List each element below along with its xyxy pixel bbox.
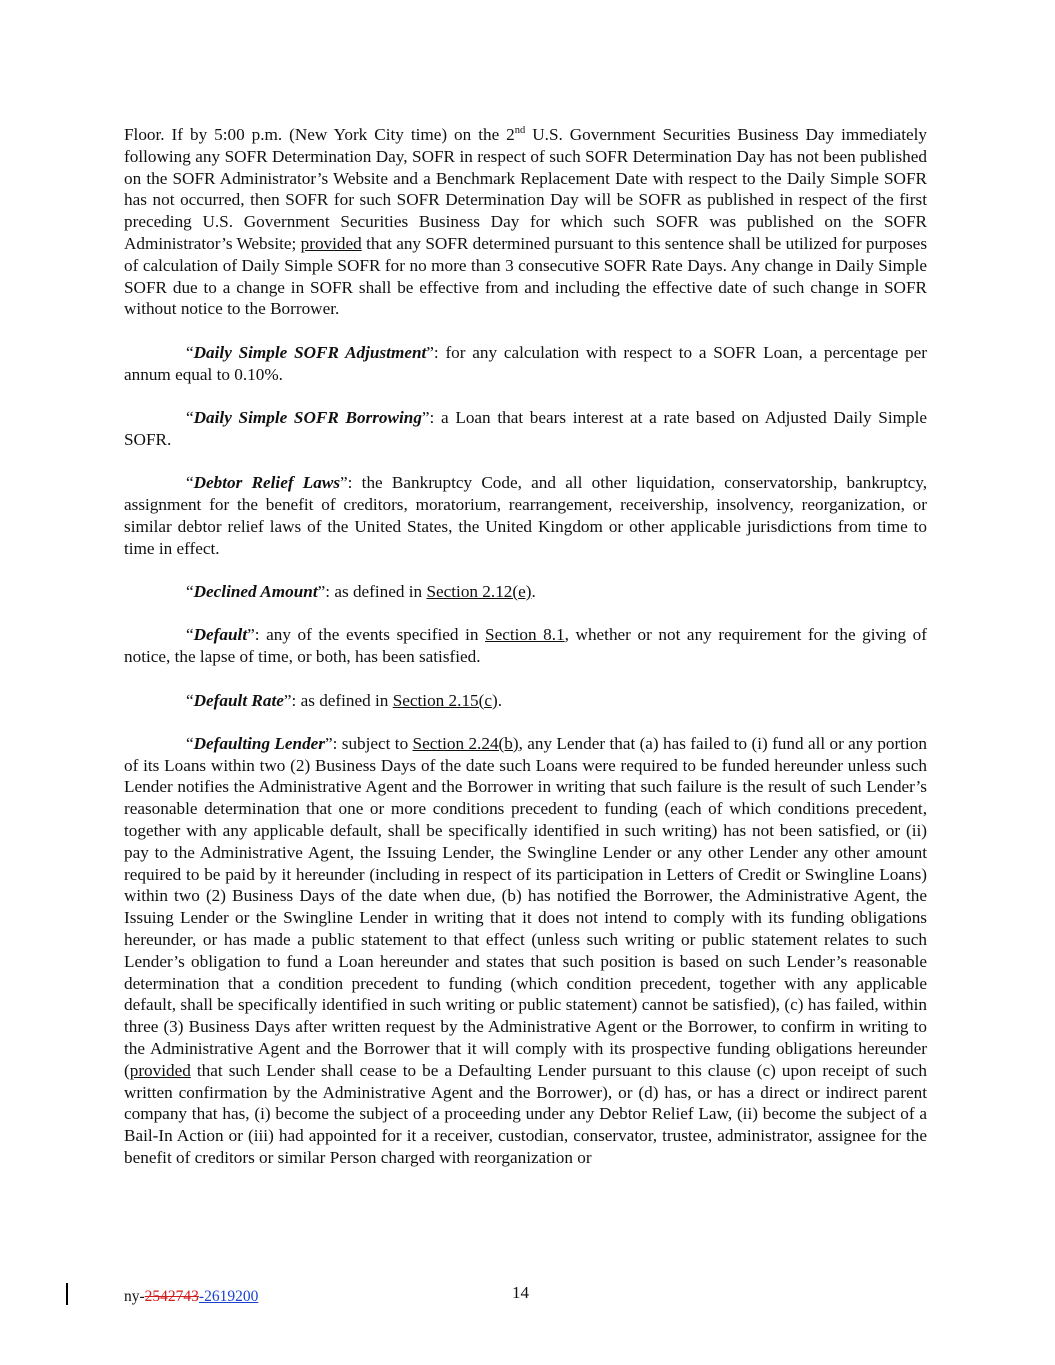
provided-underlined: provided bbox=[129, 1060, 191, 1080]
definition-default bbox=[124, 624, 927, 668]
definition-daily-simple-sofr-borrowing bbox=[124, 407, 927, 451]
definition-text: ”: as defined in bbox=[317, 581, 427, 601]
definition-text: , whether or not any requirement for the giving of notice, the lapse of time, or both, has been satisfied. bbox=[124, 625, 927, 667]
document-id-prefix: ny- bbox=[124, 1288, 145, 1305]
defined-term: Defaulting Lender bbox=[193, 733, 325, 753]
superscript: nd bbox=[514, 125, 526, 136]
definition-text: ”: a Loan that bears interest at a rate based on Adjusted Daily Simple SOFR. bbox=[124, 407, 927, 449]
definition-declined-amount bbox=[124, 581, 927, 603]
section-reference: Section 2.12(e) bbox=[426, 581, 532, 601]
section-reference: Section 2.15(c) bbox=[392, 690, 498, 710]
definition-text: ”: the Bankruptcy Code, and all other liquidation, conservatorship, bankruptcy, assignment for the benefit of creditors, moratorium, rearrangement, receivership, insolvency, reorganization, or similar debtor relief laws of the United States, the United Kingdom or other applicable jurisdictions from time to time in effect. bbox=[124, 473, 927, 558]
definition-text: . bbox=[497, 690, 503, 710]
document-id-deleted: 2542743 bbox=[144, 1288, 199, 1305]
definition-daily-simple-sofr-adjustment bbox=[124, 342, 927, 386]
change-bar bbox=[66, 1283, 68, 1305]
defined-term: Daily Simple SOFR Adjustment bbox=[193, 342, 427, 362]
definition-text: ”: for any calculation with respect to a SOFR Loan, a percentage per annum equal to 0.10%. bbox=[124, 342, 927, 384]
open-quote: “ bbox=[186, 407, 194, 427]
definition-text: , any Lender that (a) has failed to (i) fund all or any portion of its Loans within two (2) Business Days of the date such Loans were required to be funded hereunder unless such Lender notifies the Administrative Agent and the Borrower in writing that such failure is the result of such Lender’s reasonable determination that one or more conditions precedent to funding (each of which conditions precedent, together with any applicable default, shall be specifically identified in such writing) has not been satisfied, or (ii) pay to the Administrative Agent, the Issuing Lender, the Swingline Lender or any other Lender any other amount required to be paid by it hereunder (including in respect of its participation in Letters of Credit or Swingline Loans) within two (2) Business Days of the date when due, (b) has notified the Borrower, the Administrative Agent, the Issuing Lender or the Swingline Lender in writing that it does not intend to comply with its funding obligations hereunder, or has made a public statement to that effect (unless such writing or public statement relates to such Lender’s obligation to fund a Loan hereunder and states that such position is based on such Lender’s reasonable determination that a condition precedent to funding (which condition precedent, together with any applicable default, shall be specifically identified in such writing or public statement) cannot be satisfied), (c) has failed, within three (3) Business Days after written request by the Administrative Agent or the Borrower, to confirm in writing to the Administrative Agent and the Borrower that it will comply with its prospective funding obligations hereunder ( bbox=[124, 733, 927, 1080]
page-number: 14 bbox=[512, 1283, 529, 1302]
text-segment: Floor. If by 5:00 p.m. (New York City time) on the 2 bbox=[124, 125, 515, 144]
text-segment: U.S. Government Securities Business Day immediately following any SOFR Determination Day, SOFR in respect of such SOFR Determination Day has not been published on the SOFR Administrator’s Website and a Benchmark Replacement Date with respect to the Daily Simple SOFR has not occurred, then SOFR for such SOFR Determination Day will be SOFR as published in respect of the first preceding U.S. Government Securities Business Day for which such SOFR was published on the SOFR Administrator’s Website; bbox=[124, 125, 927, 253]
defined-term: Debtor Relief Laws bbox=[193, 473, 341, 493]
section-reference: Section 8.1 bbox=[485, 625, 565, 645]
definition-default-rate bbox=[124, 690, 927, 712]
open-quote: “ bbox=[186, 690, 194, 710]
definition-text: ”: subject to bbox=[325, 733, 413, 753]
document-id-inserted: -2619200 bbox=[198, 1288, 259, 1305]
open-quote: “ bbox=[186, 342, 194, 362]
defined-term: Declined Amount bbox=[193, 581, 318, 601]
definition-debtor-relief-laws bbox=[124, 472, 927, 559]
defined-term: Daily Simple SOFR Borrowing bbox=[193, 407, 422, 427]
document-page bbox=[124, 124, 927, 1190]
open-quote: “ bbox=[186, 625, 194, 645]
open-quote: “ bbox=[186, 473, 194, 493]
paragraph-sofr-floor bbox=[124, 124, 927, 320]
definition-text: ”: any of the events specified in bbox=[247, 625, 486, 645]
open-quote: “ bbox=[186, 733, 194, 753]
definition-text: . bbox=[531, 581, 536, 601]
defined-term: Default Rate bbox=[193, 690, 284, 710]
definition-defaulting-lender bbox=[124, 733, 927, 1169]
document-id bbox=[124, 1287, 258, 1307]
provided-underlined: provided bbox=[300, 233, 362, 253]
section-reference: Section 2.24(b) bbox=[412, 733, 519, 753]
definition-text: ”: as defined in bbox=[283, 690, 393, 710]
definition-text: that such Lender shall cease to be a Defaulting Lender pursuant to this clause (c) upon receipt of such written confirmation by the Administrative Agent and the Borrower), or (d) has, or has a direct or indirect parent company that has, (i) become the subject of a proceeding under any Debtor Relief Law, (ii) become the subject of a Bail-In Action or (iii) had appointed for it a receiver, custodian, conservator, trustee, administrator, assignee for the benefit of creditors or similar Person charged with reorganization or bbox=[124, 1060, 927, 1168]
defined-term: Default bbox=[193, 625, 248, 645]
open-quote: “ bbox=[186, 581, 194, 601]
text-segment: that any SOFR determined pursuant to this sentence shall be utilized for purposes of calculation of Daily Simple SOFR for no more than 3 consecutive SOFR Rate Days. Any change in Daily Simple SOFR due to a change in SOFR shall be effective from and including the effective date of such change in SOFR without notice to the Borrower. bbox=[124, 233, 928, 319]
